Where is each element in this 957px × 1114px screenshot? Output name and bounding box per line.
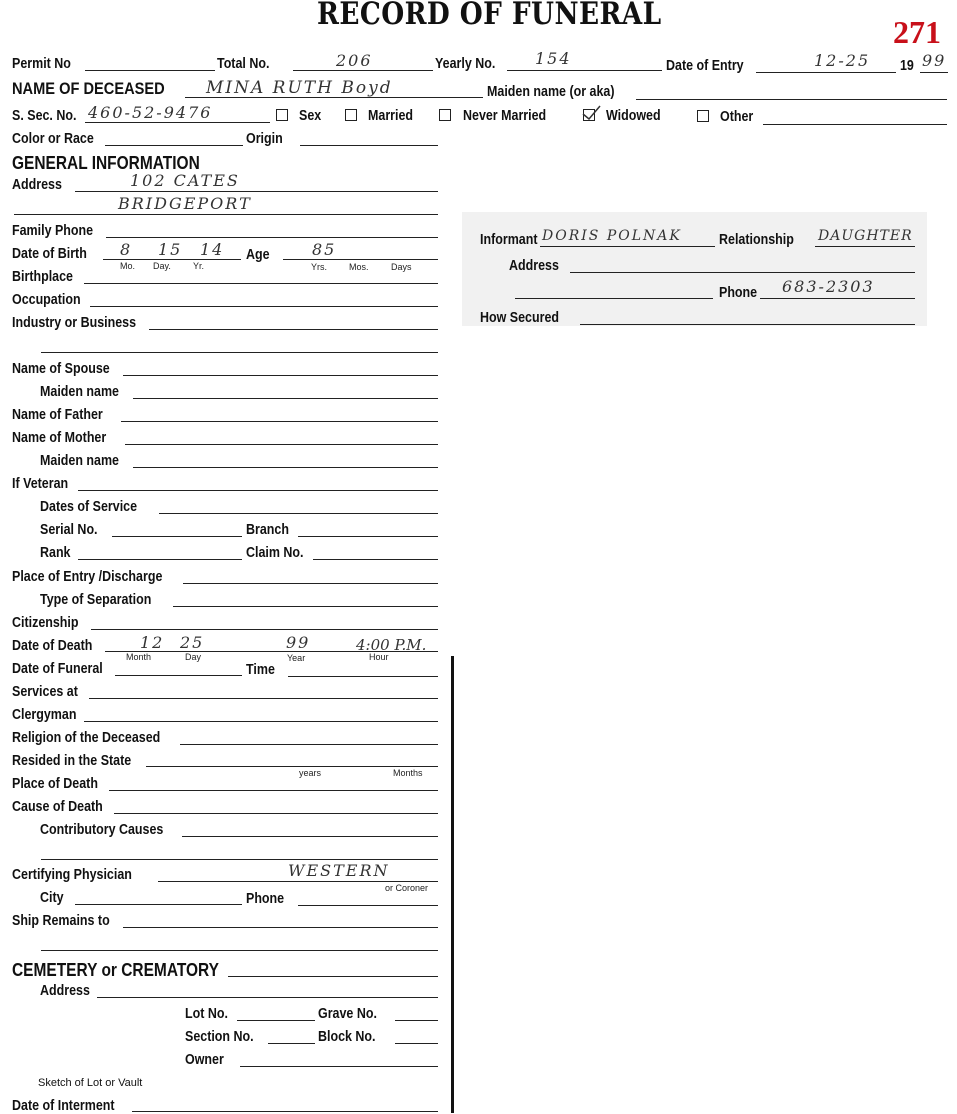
physician-value: WESTERN [288,861,390,880]
informant-label: Informant [480,232,538,248]
spouse-field[interactable] [123,375,438,376]
yearly-value: 154 [535,49,572,68]
spouse-label: Name of Spouse [12,361,110,377]
clergyman-label: Clergyman [12,707,77,723]
cause-label: Cause of Death [12,799,103,815]
grave-label: Grave No. [318,1006,377,1022]
section-field[interactable] [268,1043,315,1044]
birthplace-label: Birthplace [12,269,73,285]
industry-field-2[interactable] [41,352,438,353]
dob-field[interactable] [103,259,241,260]
religion-field[interactable] [180,744,438,745]
religion-label: Religion of the Deceased [12,730,161,746]
permit-label: Permit No [12,56,71,72]
married-checkbox[interactable] [345,109,357,121]
entry-value: 12-25 [814,51,871,70]
contributory-field-2[interactable] [41,859,438,860]
dod-hour: 4:00 P.M. [356,636,427,654]
mother-maiden-field[interactable] [133,467,438,468]
age-days-caption: Days [391,262,412,272]
entry-year-value: 99 [922,51,947,70]
cemetery-address-label: Address [40,983,90,999]
services-field[interactable] [89,698,438,699]
resided-years-caption: years [299,768,322,778]
physician-phone-field[interactable] [298,905,438,906]
industry-field[interactable] [149,329,438,330]
clergyman-field[interactable] [84,721,438,722]
spouse-maiden-label: Maiden name [40,384,119,400]
dod-year: 99 [286,633,311,652]
color-race-field[interactable] [105,145,243,146]
informant-address-field[interactable] [570,272,915,273]
branch-field[interactable] [298,536,438,537]
family-phone-label: Family Phone [12,223,94,239]
how-secured-field[interactable] [580,324,915,325]
dob-year: 14 [200,240,225,259]
coroner-caption: or Coroner [385,883,429,893]
dod-year-caption: Year [287,653,306,663]
name-value: MINA RUTH Boyd [206,78,393,98]
block-label: Block No. [318,1029,376,1045]
cause-field[interactable] [114,813,438,814]
entry-century: 19 [900,58,914,74]
informant-phone-field[interactable] [760,298,915,299]
lot-label: Lot No. [185,1006,228,1022]
entry-discharge-field[interactable] [183,583,438,584]
dob-day-caption: Day. [153,261,171,271]
spouse-maiden-field[interactable] [133,398,438,399]
city-label: City [40,890,64,906]
address-field-2[interactable] [14,214,438,215]
maiden-aka-field[interactable] [636,99,947,100]
dob-mo-caption: Mo. [120,261,136,271]
separation-label: Type of Separation [40,592,152,608]
dod-label: Date of Death [12,638,93,654]
rank-label: Rank [40,545,71,561]
contributory-field[interactable] [182,836,438,837]
cemetery-address-field[interactable] [97,997,438,998]
dod-day-caption: Day [185,652,202,662]
age-field[interactable] [283,259,438,260]
mother-field[interactable] [125,444,438,445]
contributory-label: Contributory Causes [40,822,164,838]
relationship-value: DAUGHTER [818,228,913,244]
maiden-aka-label: Maiden name (or aka) [487,84,615,100]
funeral-time-label: Time [246,662,275,678]
dates-service-label: Dates of Service [40,499,138,515]
page-number: 271 [893,14,941,50]
ssn-field[interactable] [85,122,270,123]
entry-field[interactable] [756,72,896,73]
rank-field[interactable] [78,559,242,560]
occupation-label: Occupation [12,292,81,308]
cemetery-name-field[interactable] [228,976,438,977]
branch-label: Branch [246,522,289,538]
serial-label: Serial No. [40,522,98,538]
interment-label: Date of Interment [12,1098,115,1114]
entry-year-field[interactable] [920,72,948,73]
dates-service-field[interactable] [159,513,438,514]
industry-label: Industry or Business [12,315,137,331]
informant-address-label: Address [509,258,559,274]
owner-label: Owner [185,1052,224,1068]
total-value: 206 [336,51,373,70]
widowed-check-mark [580,104,602,122]
cemetery-heading: CEMETERY or CREMATORY [12,960,220,980]
occupation-field[interactable] [90,306,438,307]
informant-address-field-2[interactable] [515,298,713,299]
citizenship-label: Citizenship [12,615,79,631]
citizenship-field[interactable] [91,629,438,630]
separation-field[interactable] [173,606,438,607]
name-label: NAME OF DECEASED [12,79,165,98]
veteran-label: If Veteran [12,476,69,492]
dod-month-caption: Month [126,652,152,662]
informant-field[interactable] [540,246,715,247]
informant-phone-value: 683-2303 [782,277,875,296]
dod-day: 25 [180,633,205,652]
total-field[interactable] [293,70,433,71]
relationship-field[interactable] [815,246,915,247]
resided-months-caption: Months [393,768,423,778]
ship-remains-field[interactable] [123,927,438,928]
ssn-value: 460-52-9476 [88,103,213,122]
entry-discharge-label: Place of Entry /Discharge [12,569,163,585]
sex-label: Sex [299,108,322,124]
claim-field[interactable] [313,559,438,560]
owner-field[interactable] [240,1066,438,1067]
block-field[interactable] [395,1043,438,1044]
age-label: Age [246,247,270,263]
other-field[interactable] [763,124,947,125]
dob-day: 15 [158,240,183,259]
funeral-date-field[interactable] [115,675,242,676]
interment-field[interactable] [132,1111,438,1112]
dod-hour-caption: Hour [369,652,389,662]
never-married-label: Never Married [463,108,547,124]
address-field-1[interactable] [75,191,438,192]
funeral-time-field[interactable] [288,676,438,677]
father-field[interactable] [121,421,438,422]
physician-field[interactable] [158,881,438,882]
column-divider [451,656,454,1113]
age-mos-caption: Mos. [349,262,369,272]
permit-field[interactable] [85,70,215,71]
origin-field[interactable] [300,145,438,146]
yearly-field[interactable] [507,70,662,71]
dob-label: Date of Birth [12,246,87,262]
family-phone-field[interactable] [106,237,438,238]
entry-label: Date of Entry [666,58,744,74]
ship-remains-label: Ship Remains to [12,913,110,929]
dod-month: 12 [140,633,165,652]
veteran-field[interactable] [78,490,438,491]
widowed-label: Widowed [606,108,661,124]
city-field[interactable] [75,904,242,905]
address-label: Address [12,177,62,193]
resided-label: Resided in the State [12,753,132,769]
ship-remains-field-2[interactable] [41,950,438,951]
address-line-1: 102 CATES [130,171,240,190]
total-label: Total No. [217,56,270,72]
grave-field[interactable] [395,1020,438,1021]
lot-field[interactable] [237,1020,315,1021]
never-married-checkbox[interactable] [439,109,451,121]
dob-month: 8 [120,240,133,259]
serial-field[interactable] [112,536,242,537]
informant-phone-label: Phone [719,285,758,301]
other-label: Other [720,109,754,125]
general-information-heading: GENERAL INFORMATION [12,153,200,173]
dob-yr-caption: Yr. [193,261,205,271]
place-death-label: Place of Death [12,776,98,792]
father-label: Name of Father [12,407,103,423]
funeral-date-label: Date of Funeral [12,661,103,677]
claim-label: Claim No. [246,545,304,561]
married-label: Married [368,108,414,124]
other-checkbox[interactable] [697,110,709,122]
physician-label: Certifying Physician [12,867,132,883]
ssn-label: S. Sec. No. [12,108,77,124]
address-line-2: BRIDGEPORT [118,194,252,213]
origin-label: Origin [246,131,283,147]
age-yrs-caption: Yrs. [311,262,328,272]
place-death-field[interactable] [109,790,438,791]
physician-phone-label: Phone [246,891,285,907]
section-label: Section No. [185,1029,254,1045]
yearly-label: Yearly No. [435,56,496,72]
sex-checkbox[interactable] [276,109,288,121]
mother-label: Name of Mother [12,430,107,446]
sketch-label: Sketch of Lot or Vault [38,1077,143,1089]
age-value: 85 [312,240,337,259]
services-label: Services at [12,684,78,700]
resided-field[interactable] [146,766,438,767]
birthplace-field[interactable] [84,283,438,284]
informant-value: DORIS POLNAK [542,228,682,244]
mother-maiden-label: Maiden name [40,453,119,469]
color-race-label: Color or Race [12,131,94,147]
relationship-label: Relationship [719,232,794,248]
form-title: RECORD OF FUNERAL [317,0,662,32]
how-secured-label: How Secured [480,310,559,326]
